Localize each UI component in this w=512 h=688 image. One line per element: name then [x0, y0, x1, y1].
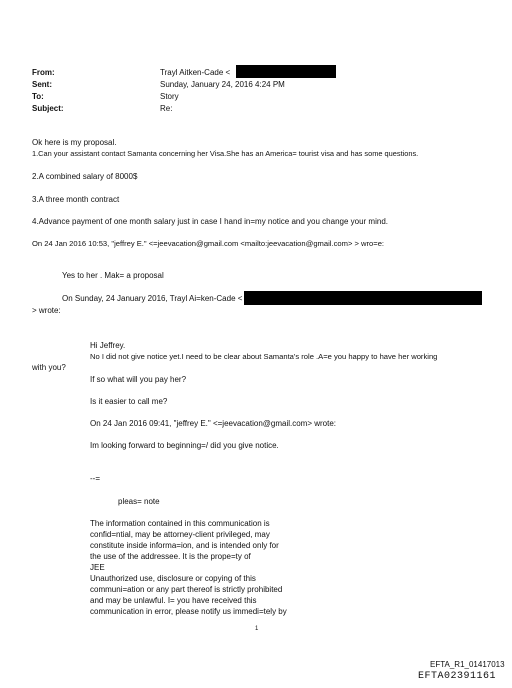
- disclaimer-line: confid=ntial, may be attorney-client privileged, may: [90, 530, 270, 539]
- body-line: Im looking forward to beginning=/ did you give notice.: [90, 441, 279, 450]
- body-line: Hi Jeffrey.: [90, 341, 126, 350]
- disclaimer-line: Unauthorized use, disclosure or copying of this: [90, 574, 256, 583]
- body-line: No I did not give notice yet.I need to be clear about Samanta's role .A=e you happy to have her working: [90, 352, 438, 361]
- redaction-box: [236, 65, 336, 78]
- body-line: Ok here is my proposal.: [32, 138, 117, 147]
- to-label: To:: [32, 92, 44, 101]
- quote-header: On 24 Jan 2016 09:41, "jeffrey E." <=jeevacation@gmail.com> wrote:: [90, 419, 337, 428]
- redaction-box: [244, 291, 482, 305]
- body-line: pleas= note: [118, 497, 160, 506]
- body-line: 2.A combined salary of 8000$: [32, 172, 138, 181]
- disclaimer-line: and may be unlawful. I= you have received this: [90, 596, 257, 605]
- body-line: with you?: [32, 363, 66, 372]
- quote-header: On Sunday, 24 January 2016, Trayl Ai=ken-Cade <: [62, 294, 243, 303]
- disclaimer-line: communication in error, please notify us immedi=tely by: [90, 607, 287, 616]
- from-value: Trayl Aitken-Cade <: [160, 68, 231, 77]
- body-line: 3.A three month contract: [32, 195, 120, 204]
- disclaimer-line: The information contained in this communication is: [90, 519, 270, 528]
- bates-id-primary: EFTA_R1_01417013: [430, 660, 505, 669]
- disclaimer-line: JEE: [90, 563, 105, 572]
- quote-header: On 24 Jan 2016 10:53, "jeffrey E." <=jeevacation@gmail.com <mailto:jeevacation@gmail.com> > wro=e:: [32, 239, 385, 248]
- body-line: 4.Advance payment of one month salary just in case I hand in=my notice and you change your mind.: [32, 217, 388, 226]
- signature-separator: --=: [90, 474, 100, 483]
- quote-header: > wrote:: [32, 306, 61, 315]
- from-label: From:: [32, 68, 55, 77]
- bates-id-secondary: EFTA02391161: [418, 671, 497, 682]
- to-value: Story: [160, 92, 179, 101]
- sent-label: Sent:: [32, 80, 52, 89]
- body-line: If so what will you pay her?: [90, 375, 187, 384]
- disclaimer-line: the use of the addressee. It is the prope=ty of: [90, 552, 251, 561]
- body-line: Yes to her . Mak= a proposal: [62, 271, 164, 280]
- body-line: 1.Can your assistant contact Samanta concerning her Visa.She has an America= tourist visa and has some questions.: [32, 149, 419, 158]
- body-line: Is it easier to call me?: [90, 397, 168, 406]
- sent-value: Sunday, January 24, 2016 4:24 PM: [160, 80, 285, 89]
- disclaimer-line: communi=ation or any part thereof is strictly prohibited: [90, 585, 283, 594]
- subject-value: Re:: [160, 104, 173, 113]
- page-number: 1: [255, 626, 259, 632]
- disclaimer-line: constitute inside informa=ion, and is intended only for: [90, 541, 279, 550]
- subject-label: Subject:: [32, 104, 64, 113]
